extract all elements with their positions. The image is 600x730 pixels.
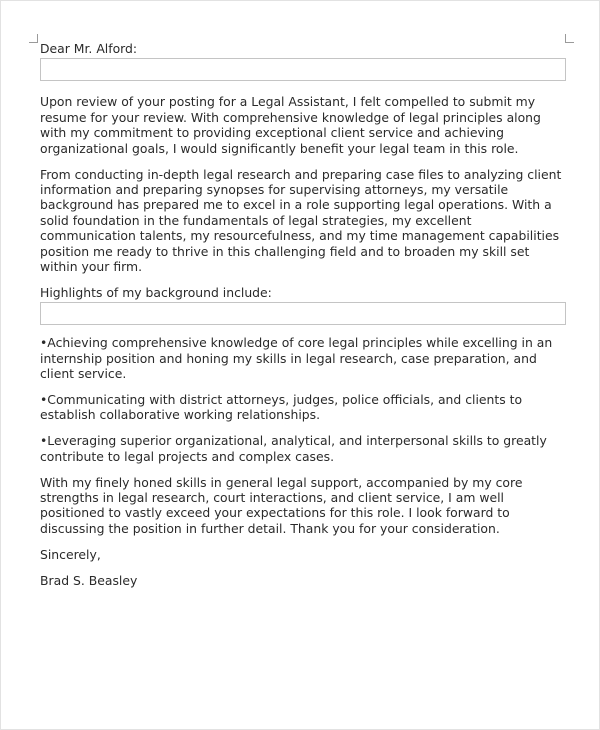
signature: Brad S. Beasley	[40, 572, 138, 588]
highlights-heading: Highlights of my background include:	[40, 284, 272, 300]
bullet-item-2: •Communicating with district attorneys, judges, police officials, and clients to establish collaborative working relationships.	[40, 392, 523, 423]
paragraph-1-text: Upon review of your posting for a Legal Assistant, I felt compelled to submit my resume for your review. With comprehensive knowledge of legal principles along with my commitment to providing exceptional client service and achieving organizational goals, I would significantly benefit your legal team in this role.	[40, 94, 541, 156]
letter-body[interactable]	[40, 41, 566, 588]
page-margin-marker-top-left	[29, 34, 38, 43]
bullet-item-1: •Achieving comprehensive knowledge of core legal principles while excelling in an internship position and honing my skills in legal research, case preparation, and client service.	[40, 335, 553, 382]
text-field-1[interactable]	[40, 58, 566, 81]
closing-paragraph: With my finely honed skills in general legal support, accompanied by my core strengths in legal research, court interactions, and client service, I am well positioned to vastly exceed your expectations for this role. I look forward to discussing the position in further detail. Thank you for your consideration.	[40, 474, 523, 536]
sign-off: Sincerely,	[40, 546, 101, 562]
salutation: Dear Mr. Alford:	[40, 41, 138, 56]
text-field-2[interactable]	[40, 302, 566, 325]
page-margin-marker-top-right	[565, 34, 574, 43]
paragraph-2: From conducting in-depth legal research and preparing case files to analyzing client information and preparing synopses for supervising attorneys, my versatile background has prepared me to excel in a role supporting legal operations. With a solid foundation in the fundamentals of legal strategies, my excellent communication talents, my resourcefulness, and my time management capabilities position me ready to thrive in this challenging field and to broaden my skill set within your firm.	[40, 166, 562, 274]
bullet-item-3: •Leveraging superior organizational, analytical, and interpersonal skills to greatly contribute to legal projects and complex cases.	[40, 433, 547, 464]
paragraph-1	[40, 94, 566, 156]
